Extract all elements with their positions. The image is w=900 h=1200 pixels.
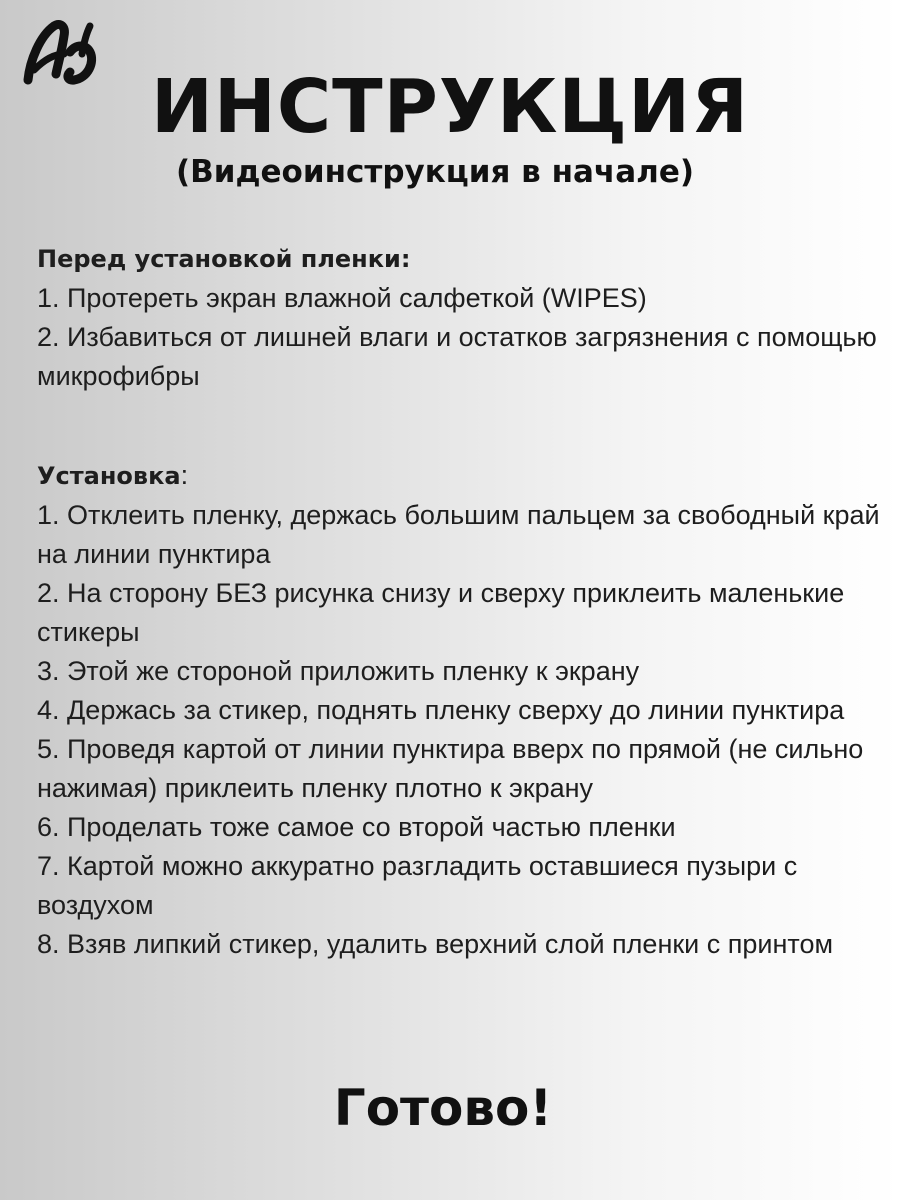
list-item: 1. Протереть экран влажной салфеткой (WIPES) [37,283,647,313]
list-item: 4. Держась за стикер, поднять пленку сверху до линии пунктира [37,695,845,725]
list-item: 2. Избавиться от лишней влаги и остатков загрязнения с помощью микрофибры [37,322,877,391]
section-heading: Установка [37,462,181,490]
list-item: 5. Проведя картой от линии пунктира вверх по прямой (не сильно нажимая) приклеить пленку плотно к экрану [37,734,864,803]
list-item: 7. Картой можно аккуратно разгладить оставшиеся пузыри с воздухом [37,851,798,920]
install-section [37,456,887,964]
page-subtitle: (Видеоинструкция в начале) [175,154,695,190]
list-item: 2. На сторону БЕЗ рисунка снизу и сверху приклеить маленькие стикеры [37,578,845,647]
page-title: ИНСТРУКЦИЯ [151,64,749,150]
section-heading-line [37,456,887,496]
heading-colon: : [180,460,189,490]
list-item: 1. Отклеить пленку, держась большим пальцем за свободный край на линии пунктира [37,500,880,569]
before-install-section [37,240,887,396]
list-item: 3. Этой же стороной приложить пленку к экрану [37,656,640,686]
section-heading: Перед установкой пленки: [37,245,411,273]
list-item: 6. Проделать тоже самое со второй частью пленки [37,812,676,842]
done-text: Готово! [333,1079,553,1137]
list-item: 8. Взяв липкий стикер, удалить верхний слой пленки с принтом [37,929,834,959]
